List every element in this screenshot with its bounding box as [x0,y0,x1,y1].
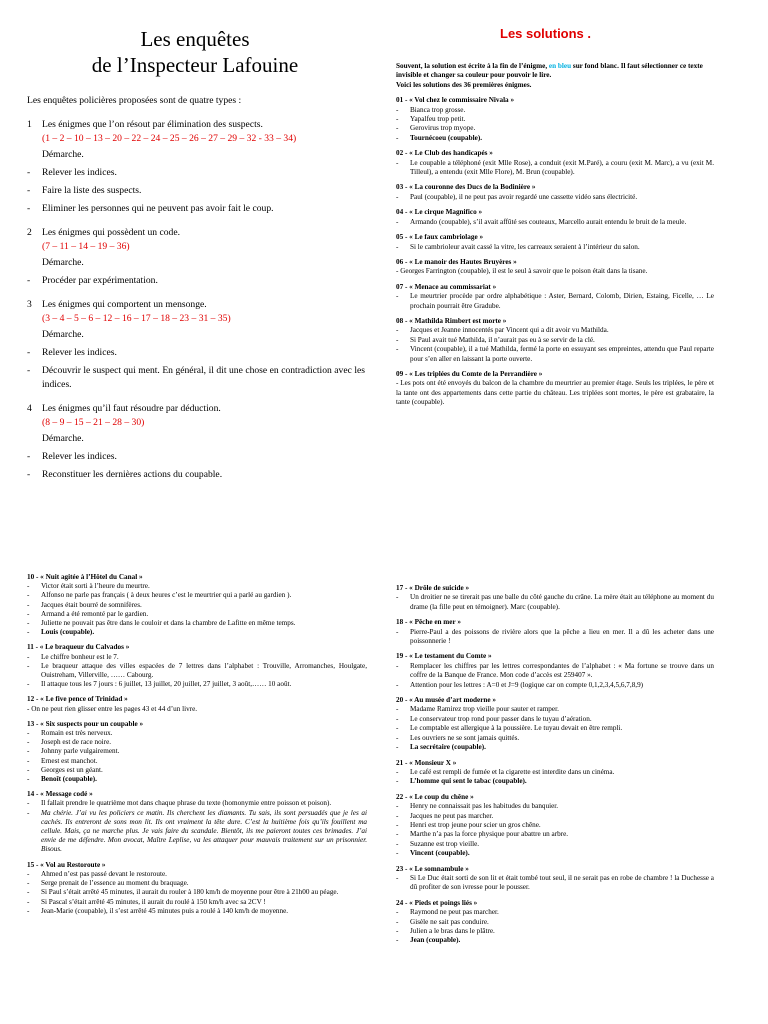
solution-heading: 14 - « Message codé » [27,790,93,799]
step-item [27,364,365,392]
solutions-intro-d: Voici les solutions des 36 premières énigmes. [396,80,532,89]
solution-text: Victor était sorti à l’heure du meurtre. [41,582,150,591]
solution-section [396,317,714,364]
solution-item [396,106,714,115]
step-dash: - [27,451,31,462]
solution-text: Madame Ramirez trop vieille pour sauter et ramper. [410,705,559,714]
solution-section [27,790,367,854]
solution-dash: - [396,627,399,636]
solution-section [396,183,714,202]
solution-item [396,777,714,786]
category-numbers: (3 – 4 – 5 – 6 – 12 – 16 – 17 – 18 – 23 – 31 – 35) [42,313,231,324]
solution-text: Jacques et Jeanne innocentés par Vincent qui a dit avoir vu Mathilda. [410,326,609,335]
category-number: 3 [27,299,32,310]
solution-text: Serge prenait de l’essence au moment du braquage. [41,879,189,888]
solution-text: Jacques ne peut pas marcher. [410,811,494,820]
solution-text: Si Paul s’était arrêté 45 minutes, il aurait du rouler à 180 km/h de moyenne pour être à 21h00 au péage. [41,888,339,897]
solutions-column-bottom-right [396,578,714,946]
solution-item [396,927,714,936]
solution-heading: 17 - « Drôle de suicide » [396,584,470,592]
solution-text: Benoît (coupable). [41,775,97,784]
solution-item [27,653,367,662]
solution-item [396,292,714,311]
solution-item [27,898,367,907]
categories-column [27,94,365,482]
solution-text: Tournécoeu (coupable). [410,133,483,142]
category-block [27,226,365,288]
solution-text: Le comptable est allergique à la poussière. Le tuyau devait en être rempli. [410,724,623,733]
solution-item [396,326,714,335]
solution-section [396,865,714,893]
step-text: Eliminer les personnes qui ne peuvent pas avoir fait le coup. [42,203,274,214]
solution-dash: - [27,799,30,808]
solution-dash: - [396,115,399,124]
solution-dash: - [396,873,399,882]
solution-dash: - [396,326,399,335]
step-dash: - [27,275,31,286]
solution-heading: 12 - « Le five pence of Trinidad » [27,695,128,704]
solution-text: Johnny parle vulgairement. [41,747,120,756]
solution-section [396,584,714,612]
solution-dash: - [27,897,30,906]
solution-dash: - [396,158,399,167]
step-item [27,450,365,464]
solution-item [396,193,714,202]
category-block [27,402,365,482]
category-heading [27,226,365,240]
step-item [27,468,365,482]
solution-dash: - [27,680,30,689]
solution-item [396,936,714,945]
solution-item [27,879,367,888]
solution-text: - On ne peut rien glisser entre les pages 43 et 44 d’un livre. [27,704,198,713]
solution-item [27,870,367,879]
solution-dash: - [396,335,399,344]
solution-text: Si Le Duc était sorti de son lit et était tombé tout seul, il ne serait pas en robe de chambre ! la Duchesse a dû profiter de son ivresse pour le pousser. [410,873,714,892]
solution-item [396,134,714,143]
solution-dash: - [27,906,30,915]
solution-text: Georges est un géant. [41,765,103,774]
category-demarche: Démarche. [42,433,84,444]
solution-dash: - [27,582,30,591]
solution-dash: - [27,661,30,670]
solutions-intro-blue: en bleu [548,62,572,70]
solution-text: Jacques était bourré de somnifères. [41,600,142,609]
solution-text: Les ouvriers ne se sont jamais quittés. [410,733,520,742]
step-item [27,274,365,288]
solution-dash: - [27,775,30,784]
category-number: 2 [27,227,32,238]
solution-dash: - [27,628,30,637]
step-text: Relever les indices. [42,167,117,178]
solution-item [27,747,367,756]
solution-item [396,243,714,252]
solution-heading: 23 - « Le somnambule » [396,864,469,873]
solution-text: Ma chérie. J’ai vu les policiers ce matin. Ils cherchent les diamants. Tu sais, ils sont persuadés que je les ai cachés. Ils entreront de sons mon lit. Ils ont vraiment la tête dure. C’est la huitième fois qu’ils fouillent ma cellule. Mais, ça ne marche plus. Je vais faire du scandale. Bientôt, ils me paieront toutes ces brimades. J’ai envie de me défendre. Mon avocat, Maître Leplise, va les attaquer pour mauvais traitement sur un prisonnier. Bisous. [41,808,367,854]
solution-text: Vincent (coupable). [410,849,470,858]
solution-heading: 10 - « Nuit agitée à l’Hôtel du Canal » [27,573,143,581]
step-text: Relever les indices. [42,451,117,462]
solution-section [396,283,714,311]
solution-text: Il fallait prendre le quatrième mot dans chaque phrase du texte (homonymie entre poisson et poison). [41,799,332,808]
solution-text: - Georges Farrington (coupable), il est le seul à savoir que le poison était dans la tisane. [396,267,648,276]
category-heading [27,402,365,416]
solution-item [396,743,714,752]
solution-text: Si le cambrioleur avait cassé la vitre, les carreaux seraient à l’intérieur du salon. [410,242,640,251]
solution-item [27,907,367,916]
solution-item [27,601,367,610]
intro-text: Les enquêtes policières proposées sont de quatre types : [27,95,242,106]
solution-item [396,849,714,858]
solution-text: Julien a le bras dans le plâtre. [410,927,495,935]
solution-dash: - [396,124,399,133]
solution-text: Le braqueur attaque des villes espacées de 7 lettres dans l’alphabet : Trouville, Arromanches, Houlgate, Ouistreham, Villerville, …… Cabourg. [41,661,367,680]
solution-item [396,724,714,733]
solution-dash: - [396,242,399,251]
step-text: Faire la liste des suspects. [42,185,142,196]
solution-item [27,888,367,897]
solution-heading: 15 - « Vol au Restoroute » [27,860,106,869]
solution-dash: - [396,908,399,917]
category-demarche: Démarche. [42,329,84,340]
solution-text: Henry ne connaissait pas les habitudes du banquier. [410,802,559,811]
solution-section [396,618,714,646]
solution-text: Remplacer les chiffres par les lettres correspondantes de l’alphabet : « Ma fortune se trouve dans un coffre de la Banque de France. Mon code d’accès est 259407 ». [410,661,714,680]
solutions-intro-c: sur fond blanc. Il faut sélectionner ce texte invisible et changer sa couleur pour pouvoir le lire. [396,62,703,80]
category-block [27,298,365,392]
solution-dash: - [27,869,30,878]
solution-text: La secrétaire (coupable). [410,743,486,752]
solution-dash: - [27,609,30,618]
solution-text: Gisèle ne sait pas conduire. [410,917,489,926]
solution-item [396,705,714,714]
step-dash: - [27,347,31,358]
solution-item [396,345,714,364]
step-dash: - [27,469,31,480]
solution-dash: - [396,743,399,752]
solution-dash: - [396,705,399,714]
solution-section [396,233,714,252]
solution-text: Suzanne est trop vieille. [410,839,480,848]
solution-dash: - [396,292,399,301]
solution-text: Ernest est manchot. [41,756,98,765]
solution-dash: - [396,936,399,945]
solution-text: Gerovirus trop myope. [410,124,476,133]
solution-dash: - [396,802,399,811]
solution-dash: - [27,879,30,888]
solution-dash: - [396,917,399,926]
step-item [27,184,365,198]
solution-heading: 06 - « Le manoir des Hautes Bruyères » [396,257,517,266]
solution-item [27,591,367,600]
solution-text: Marthe n’a pas la force physique pour abattre un arbre. [410,830,569,839]
solution-item [396,628,714,647]
category-number: 4 [27,403,32,414]
solution-text: Le chiffre bonheur est le 7. [41,652,119,661]
solution-text: Louis (coupable). [41,628,95,637]
solution-text: Le café est rempli de fumée et la cigarette est interdite dans un cinéma. [410,767,615,776]
step-dash: - [27,203,31,214]
step-item [27,166,365,180]
solution-heading: 20 - « Au musée d’art moderne » [396,696,497,705]
solution-text: Pierre-Paul a des poissons de rivière alors que la pêche a lieu en mer. Il a dû les acheter dans une poissonnerie ! [410,627,714,646]
solution-section [27,720,367,784]
solution-item [396,593,714,612]
solution-dash: - [396,811,399,820]
solution-dash: - [396,849,399,858]
solution-section [396,652,714,690]
solution-dash: - [27,619,30,628]
solution-item [396,662,714,681]
title-line-1: Les enquêtes [140,27,250,51]
solution-text: Yapalfeu trop petit. [410,115,466,124]
solution-heading: 08 - « Mathilda Rimbert est morte » [396,316,507,325]
solution-dash: - [27,747,30,756]
solution-dash: - [27,808,30,817]
solution-heading: 09 - « Les triplées du Comte de la Perrandière » [396,369,543,378]
solution-item [396,124,714,133]
page-title [0,26,390,78]
solution-item [396,812,714,821]
solution-text: Paul (coupable), il ne peut pas avoir regardé une cassette vidéo sans électricité. [410,192,638,201]
solution-dash: - [396,777,399,786]
solution-item [396,734,714,743]
solution-item [396,830,714,839]
solution-dash: - [396,680,399,689]
solution-text: Si Pascal s’était arrêté 45 minutes, il aurait du roulé à 150 km/h avec sa 2CV ! [41,897,266,906]
solution-item [27,799,367,808]
step-dash: - [27,365,31,376]
solution-text: - Les pots ont été envoyés du balcon de la chambre du meurtrier au premier étage. Seuls les triplées, le père et la tante ont des appartements dans cette partie du château. Les triplées sont mortes, le père est grabataire, la tante (coupable). [396,379,714,407]
solution-item [27,619,367,628]
solution-dash: - [27,652,30,661]
category-numbers: (8 – 9 – 15 – 21 – 28 – 30) [42,417,145,428]
solution-dash: - [27,729,30,738]
solution-text: Armand a été remonté par le gardien. [41,609,149,618]
solution-dash: - [27,756,30,765]
solution-item [396,379,714,407]
solution-section [396,696,714,752]
solution-dash: - [396,593,399,602]
solution-section [396,149,714,177]
solution-item [27,809,367,855]
solution-text: Le conservateur trop rond pour passer dans le tuyau d’aération. [410,714,592,723]
solution-dash: - [396,105,399,114]
category-text: Les énigmes qui comportent un mensonge. [42,299,207,310]
solution-item [396,681,714,690]
solution-text: Jean (coupable). [410,936,461,945]
solution-item [27,582,367,591]
title-line-2: de l’Inspecteur Lafouine [91,53,299,77]
solution-item [396,874,714,893]
solution-dash: - [396,839,399,848]
solution-item [396,336,714,345]
step-item [27,346,365,360]
step-dash: - [27,185,31,196]
solution-text: L’homme qui sent le tabac (coupable). [410,777,527,786]
solution-item [396,715,714,724]
solution-section [396,793,714,859]
solution-item [396,840,714,849]
solution-dash: - [396,767,399,776]
solution-text: Le coupable a téléphoné (exit Mlle Rose), a conduit (exit M.Paré), a couru (exit M. Marc), a vu (exit M. Tilleul), a entendu (exit Mlle Flore), M. Brun (coupable). [410,158,714,177]
solution-section [396,759,714,787]
solution-heading: 24 - « Pieds et poings liés » [396,898,478,907]
solution-heading: 05 - « Le faux cambriolage » [396,233,484,242]
solution-dash: - [27,600,30,609]
solution-section [396,96,714,143]
solution-heading: 03 - « La couronne des Ducs de la Bodinière » [396,183,536,192]
solution-dash: - [396,927,399,935]
solution-item [27,766,367,775]
solution-heading: 13 - « Six suspects pour un coupable » [27,719,144,728]
solution-text: Ahmed n’est pas passé devant le restoroute. [41,869,167,878]
solution-item [27,775,367,784]
solution-dash: - [27,888,30,897]
solution-item [27,729,367,738]
solution-text: Henri est trop jeune pour scier un gros chêne. [410,820,541,829]
solution-item [27,628,367,637]
solution-item [27,662,367,680]
step-text: Découvrir le suspect qui ment. En général, il dit une chose en contradiction avec les indices. [42,365,365,390]
solution-heading: 01 - « Vol chez le commissaire Nivala » [396,96,515,105]
solution-text: Vincent (coupable), il a tué Mathilda, fermé la porte en essuyant ses empreintes, attendu que Paul reparte pour s’en aller en laissant la porte ouverte. [410,345,714,363]
solutions-title: Les solutions . [500,26,592,41]
solution-text: Un droitier ne se tirerait pas une balle du côté gauche du crâne. La mère était au téléphone au moment du drame (la fille peut en témoigner). Marc (coupable). [410,593,714,611]
solution-item [27,757,367,766]
solution-dash: - [27,591,30,600]
solution-section [27,695,367,713]
category-demarche: Démarche. [42,257,84,268]
step-dash: - [27,167,31,178]
solution-heading: 22 - « Le coup du chêne » [396,792,474,801]
category-list [27,118,365,482]
solution-item [27,680,367,689]
category-block [27,118,365,216]
solution-section [396,258,714,277]
solutions-list-top [396,96,714,407]
solution-text: Armando (coupable), s’il avait affûté ses couteaux, Marcello aurait entendu le bruit de la meule. [410,217,687,226]
solution-heading: 07 - « Menace au commissariat » [396,282,497,291]
solution-item [396,821,714,830]
solution-text: Jean-Marie (coupable), il s’est arrêté 45 minutes puis a roulé à 140 km/h de moyenne. [41,906,289,915]
solution-dash: - [396,345,399,354]
solution-dash: - [396,661,399,670]
solutions-intro [396,62,714,90]
solution-text: Attention pour les lettres : A=0 et J=9 (logique car on compte 0,1,2,3,4,5,6,7,8,9) [410,680,644,689]
solution-dash: - [27,738,30,747]
solution-text: Le meurtrier procède par ordre alphabétique : Aster, Bernard, Colomb, Dirien, Estaing, Ficelle, … Le prochain pourrait être Gradube. [410,292,714,310]
solution-dash: - [396,714,399,723]
solution-section [27,643,367,689]
solution-item [396,918,714,927]
solution-item [27,705,367,714]
solution-item [27,738,367,747]
solution-dash: - [396,133,399,142]
category-heading [27,118,365,132]
solution-dash: - [396,217,399,226]
solution-dash: - [396,192,399,201]
solution-dash: - [396,830,399,839]
solution-item [396,159,714,178]
solution-heading: 11 - « Le braqueur du Calvados » [27,643,130,652]
step-text: Procéder par expérimentation. [42,275,158,286]
solution-item [27,610,367,619]
solution-section [396,208,714,227]
solution-item [396,802,714,811]
solution-heading: 04 - « Le cirque Magnifico » [396,208,483,217]
solution-heading: 02 - « Le Club des handicapés » [396,149,493,158]
solutions-column-bottom-left [27,567,367,916]
category-demarche: Démarche. [42,149,84,160]
solution-dash: - [396,820,399,829]
category-number: 1 [27,119,32,130]
step-text: Reconstituer les dernières actions du coupable. [42,469,223,480]
solution-dash: - [396,724,399,733]
category-text: Les énigmes qui possèdent un code. [42,227,181,238]
category-text: Les énigmes qu’il faut résoudre par déduction. [42,403,221,414]
solution-item [396,267,714,276]
category-heading [27,298,365,312]
solution-text: Bianca trop grosse. [410,105,466,114]
category-numbers: (1 – 2 – 10 – 13 – 20 – 22 – 24 – 25 – 26 – 27 – 29 – 32 - 33 – 34) [42,133,297,144]
solution-dash: - [396,733,399,742]
solution-text: Juliette ne pouvait pas être dans le couloir et dans la chambre de Lafitte en même temps. [41,619,296,628]
solution-dash: - [27,765,30,774]
category-numbers: (7 – 11 – 14 – 19 – 36) [42,241,130,252]
solution-section [396,370,714,408]
category-text: Les énigmes que l’on résout par élimination des suspects. [42,119,263,130]
solutions-column-top [396,62,714,408]
solution-item [396,768,714,777]
solution-text: Alfonso ne parle pas français ( à deux heures c’est le meurtrier qui a parlé au gardien ). [41,591,292,600]
solution-text: Romain est très nerveux. [41,729,113,738]
solution-section [396,899,714,946]
solution-item [396,218,714,227]
solution-text: Il attaque tous les 7 jours : 6 juillet, 13 juillet, 20 juillet, 27 juillet, 3 août,…… 10 août. [41,680,292,689]
solution-text: Si Paul avait tué Mathilda, il n’aurait pas eu à se servir de la clé. [410,335,595,344]
solution-heading: 18 - « Pêche en mer » [396,618,461,627]
solution-section [27,573,367,637]
solution-item [396,908,714,917]
solution-item [396,115,714,124]
step-text: Relever les indices. [42,347,117,358]
step-item [27,202,365,216]
solution-text: Raymond ne peut pas marcher. [410,908,499,917]
solution-text: Joseph est de race noire. [41,738,112,747]
solution-heading: 19 - « Le testament du Comte » [396,652,492,661]
solution-heading: 21 - « Monsieur X » [396,758,457,767]
solution-section [27,861,367,916]
solutions-intro-a: Souvent, la solution est écrite à la fin de l’énigme, [396,62,549,70]
